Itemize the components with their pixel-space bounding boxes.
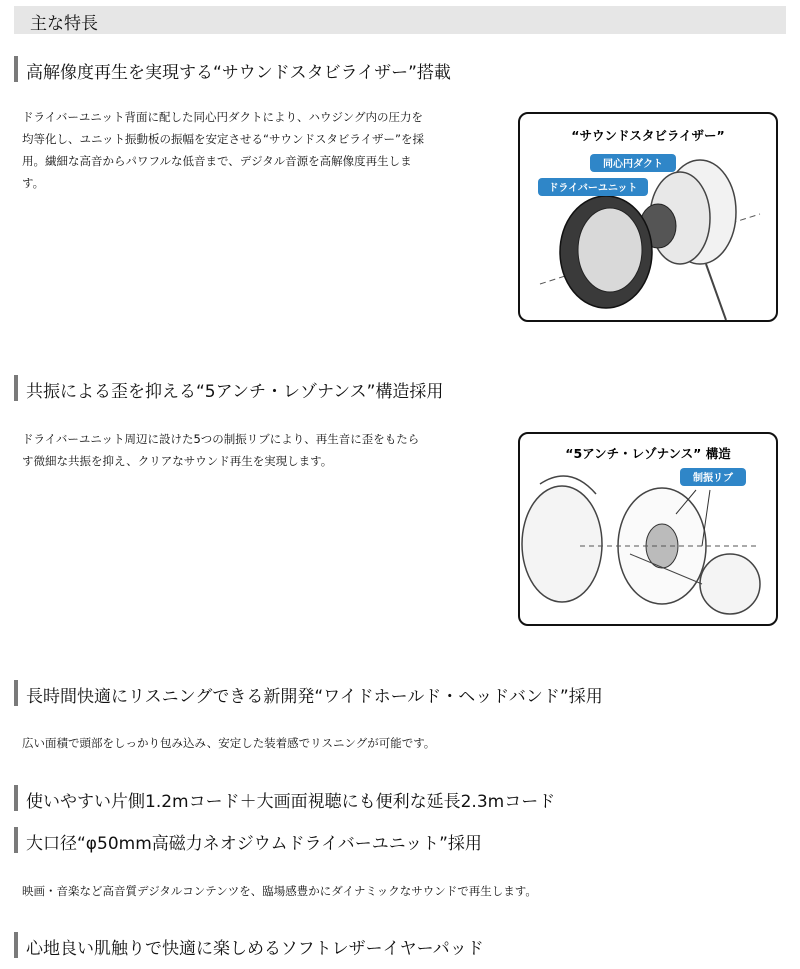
anti-resonance-illustration bbox=[520, 434, 776, 624]
body-line: 用。繊細な高音からパワフルな低音まで、デジタル音源を高解像度再生しま bbox=[22, 154, 412, 168]
feature-heading-text: 長時間快適にリスニングできる新開発“ワイドホールド・ヘッドバンド”採用 bbox=[26, 687, 603, 707]
feature-heading-6 bbox=[14, 930, 786, 960]
ear-cup bbox=[522, 486, 602, 602]
body-line: ドライバーユニット背面に配した同心円ダクトにより、ハウジング内の圧力を bbox=[22, 110, 423, 124]
zoom-detail bbox=[700, 554, 760, 614]
body-line: す。 bbox=[22, 176, 45, 190]
feature-heading-3 bbox=[14, 678, 786, 708]
feature-body-1 bbox=[22, 106, 424, 194]
feature-heading-1 bbox=[14, 54, 786, 84]
heading-marker bbox=[14, 785, 18, 811]
label-driver: ドライバーユニット bbox=[548, 183, 638, 194]
feature-heading-text: 心地良い肌触りで快適に楽しめるソフトレザーイヤーパッド bbox=[26, 939, 484, 959]
figure-title: “サウンドスタビライザー” bbox=[571, 128, 725, 143]
feature-heading-4 bbox=[14, 783, 786, 813]
feature-heading-text: 大口径“φ50mm高磁力ネオジウムドライバーユニット”採用 bbox=[26, 834, 482, 854]
feature-heading-text: 使いやすい片側1.2mコード＋大画面視聴にも便利な延長2.3mコード bbox=[26, 792, 556, 812]
feature-body-5 bbox=[22, 880, 537, 902]
ear-pad-inner bbox=[578, 208, 642, 292]
page-title-bar bbox=[14, 6, 786, 34]
page-title: 主な特長 bbox=[30, 14, 98, 34]
label-rib: 制振リブ bbox=[693, 473, 733, 484]
feature-heading-2 bbox=[14, 373, 786, 403]
heading-marker bbox=[14, 932, 18, 958]
sound-stabilizer-illustration bbox=[520, 114, 776, 320]
feature-body-2 bbox=[22, 428, 419, 472]
label-duct: 同心円ダクト bbox=[603, 159, 663, 170]
body-line: ドライバーユニット周辺に設けた5つの制振リブにより、再生音に歪をもたら bbox=[22, 432, 420, 446]
heading-marker bbox=[14, 375, 18, 401]
cord bbox=[706, 264, 726, 320]
body-line: す微細な共振を抑え、クリアなサウンド再生を実現します。 bbox=[22, 454, 333, 468]
feature-heading-5 bbox=[14, 825, 786, 855]
body-line: 広い面積で頭部をしっかり包み込み、安定した装着感でリスニングが可能です。 bbox=[22, 736, 436, 750]
anti-resonance-figure bbox=[518, 432, 778, 626]
feature-body-3 bbox=[22, 732, 435, 754]
figure-title: “5アンチ・レゾナンス” 構造 bbox=[565, 446, 731, 461]
body-line: 映画・音楽など高音質デジタルコンテンツを、臨場感豊かにダイナミックなサウンドで再生します。 bbox=[22, 884, 537, 898]
heading-marker bbox=[14, 56, 18, 82]
feature-heading-text: 共振による歪を抑える“5アンチ・レゾナンス”構造採用 bbox=[26, 382, 444, 402]
body-line: 均等化し、ユニット振動板の振幅を安定させる“サウンドスタビライザー”を採 bbox=[22, 132, 424, 146]
heading-marker bbox=[14, 827, 18, 853]
sound-stabilizer-figure bbox=[518, 112, 778, 322]
feature-heading-text: 高解像度再生を実現する“サウンドスタビライザー”搭載 bbox=[26, 63, 451, 83]
heading-marker bbox=[14, 680, 18, 706]
